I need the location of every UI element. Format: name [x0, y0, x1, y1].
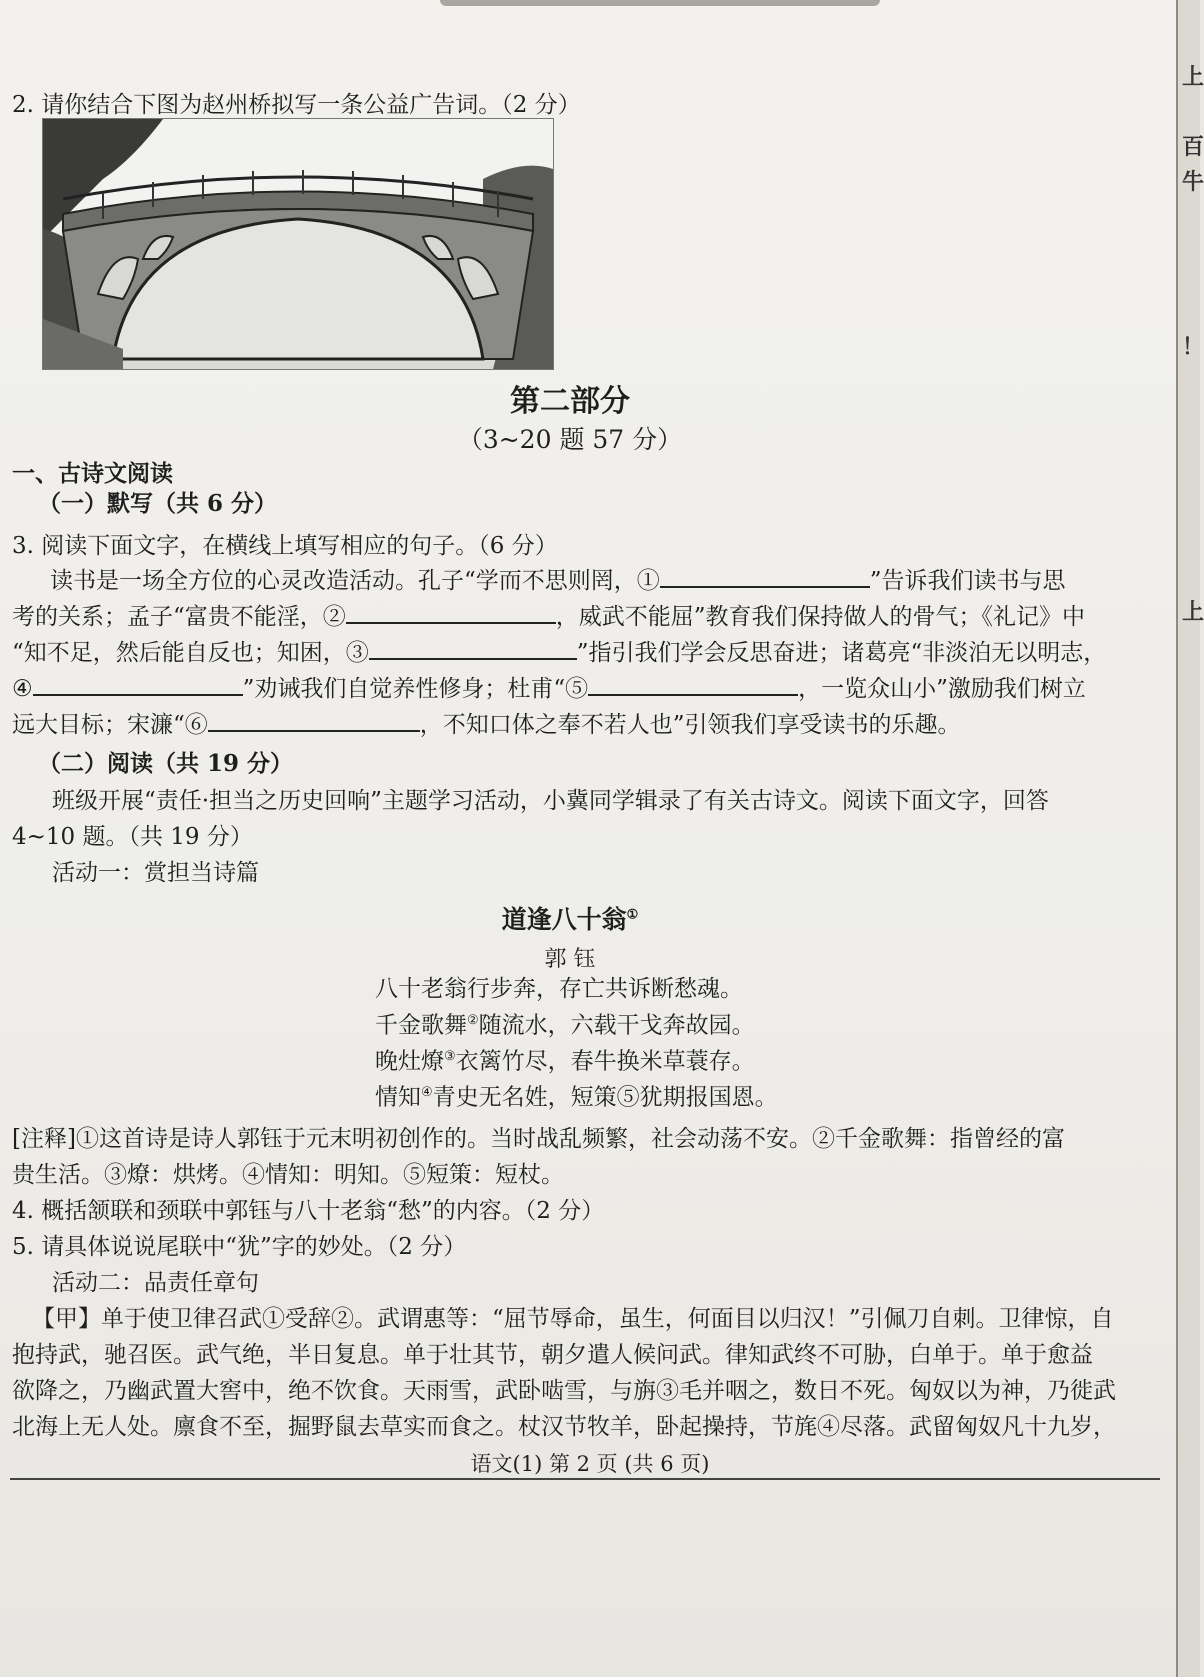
- poem-title-text: 道逢八十翁: [501, 905, 627, 934]
- poem-line-4-note: ④: [421, 1085, 433, 1100]
- zhaozhou-bridge-image: [42, 118, 554, 370]
- poem-notes-line-2: 贵生活。③燎：烘烤。④情知：明知。⑤短策：短杖。: [12, 1162, 564, 1188]
- poem-line-1: [375, 978, 743, 1001]
- question-2: 2. 请你结合下图为赵州桥拟写一条公益广告词。（2 分）: [12, 92, 581, 118]
- q3-line-4-end: ，一览众山小”激励我们树立: [798, 676, 1086, 702]
- passage-jia-line-1: 【甲】单于使卫律召武①受辞②。武谓惠等：“屈节辱命，虽生，何面目以归汉！”引佩刀自刺。卫律惊，自: [32, 1306, 1114, 1332]
- poem-line-3-note: ③: [444, 1049, 456, 1064]
- q3-line-3-end: ”指引我们学会反思奋进；诸葛亮“非淡泊无以明志，: [576, 640, 1107, 666]
- answer-blank-5[interactable]: [588, 676, 798, 696]
- answer-blank-1[interactable]: [660, 568, 870, 588]
- passage-jia-line-4: 北海上无人处。廪食不至，掘野鼠去草实而食之。杖汉节牧羊，卧起操持，节旄④尽落。武留匈奴凡十九岁，: [12, 1414, 1116, 1440]
- edge-char-5: 上: [1182, 599, 1204, 625]
- section-title-classical: 一、古诗文阅读: [12, 460, 173, 487]
- page-top-shadow: [440, 0, 880, 6]
- poem-line-4-b: 青史无名姓，短策⑤犹期报国恩。: [432, 1084, 778, 1111]
- poem-line-2: [375, 1014, 755, 1038]
- page-footer: 语文(1) 第 2 页 (共 6 页): [470, 1452, 710, 1476]
- q3-line-5: [12, 712, 961, 737]
- answer-blank-3[interactable]: [369, 640, 577, 660]
- q3-line-2-text: 考的关系；孟子“富贵不能淫，②: [12, 604, 346, 630]
- part-range: （3~20 题 57 分）: [457, 425, 683, 454]
- edge-char-3: 牛: [1182, 169, 1204, 195]
- q3-line-4-num: ④: [12, 676, 33, 702]
- poem-line-4-a: 情知: [375, 1084, 421, 1111]
- answer-blank-4[interactable]: [33, 676, 243, 696]
- edge-char-2: 百: [1182, 134, 1204, 160]
- subsection-dictation: （一）默写（共 6 分）: [38, 490, 278, 517]
- poem-title-note: ①: [626, 907, 639, 923]
- poem-notes-line-1: [注释]①这首诗是诗人郭钰于元末明初创作的。当时战乱频繁，社会动荡不安。②千金歌舞：指曾经的富: [12, 1126, 1065, 1152]
- poem-line-3-a: 晚灶燎: [375, 1048, 444, 1075]
- edge-char-1: 上: [1182, 64, 1204, 90]
- poem-title: [400, 900, 740, 936]
- q3-line-4: [12, 676, 1086, 701]
- q3-line-3-text: “知不足，然后能自反也；知困，③: [12, 640, 369, 666]
- edge-char-4: ！: [1182, 334, 1204, 360]
- activity-2-title: 活动二：品责任章句: [52, 1270, 259, 1296]
- question-3-stem: 3. 阅读下面文字，在横线上填写相应的句子。（6 分）: [12, 533, 558, 559]
- q3-line-5-text: 远大目标；宋濂“⑥: [12, 712, 208, 738]
- q3-line-4-text: ”劝诫我们自觉养性修身；杜甫“⑤: [242, 676, 589, 702]
- poem-line-3: [375, 1050, 755, 1074]
- question-5: 5. 请具体说说尾联中“犹”字的妙处。（2 分）: [12, 1234, 467, 1260]
- q3-line-5-end: ，不知口体之奉不若人也”引领我们享受读书的乐趣。: [419, 712, 961, 738]
- poem-line-3-b: 衣篱竹尽，春牛换米草蓑存。: [455, 1048, 755, 1075]
- passage-jia-line-3: 欲降之，乃幽武置大窖中，绝不饮食。天雨雪，武卧啮雪，与旃③毛并咽之，数日不死。匈奴以为神，乃徙武: [12, 1378, 1116, 1404]
- q3-line-3: [12, 640, 1106, 665]
- poem-line-2-a: 千金歌舞: [375, 1012, 467, 1039]
- q3-line-1: [50, 568, 1066, 593]
- q3-line-1-text: 读书是一场全方位的心灵改造活动。孔子“学而不思则罔，①: [50, 568, 660, 594]
- activity-1-title: 活动一：赏担当诗篇: [52, 860, 259, 886]
- intro-line-1: 班级开展“责任·担当之历史回响”主题学习活动，小冀同学辑录了有关古诗文。阅读下面文字，回答: [52, 788, 1049, 814]
- question-4: 4. 概括颔联和颈联中郭钰与八十老翁“愁”的内容。（2 分）: [12, 1198, 605, 1224]
- page-bottom-rule: [10, 1478, 1160, 1480]
- poem-line-1-text: 八十老翁行步奔，存亡共诉断愁魂。: [375, 976, 743, 1002]
- poem-line-4: [375, 1086, 778, 1110]
- answer-blank-6[interactable]: [208, 712, 420, 732]
- poem-author: 郭 钰: [544, 947, 596, 972]
- passage-jia-line-2: 抱持武，驰召医。武气绝，半日复息。单于壮其节，朝夕遣人候问武。律知武终不可胁，白单于。单于愈益: [12, 1342, 1093, 1368]
- answer-blank-2[interactable]: [346, 604, 556, 624]
- intro-line-2: 4~10 题。（共 19 分）: [12, 824, 253, 850]
- adjacent-page-edge: [1176, 0, 1204, 1677]
- poem-line-2-note: ②: [467, 1013, 479, 1028]
- q3-line-2-end: ，威武不能屈”教育我们保持做人的骨气；《礼记》中: [555, 604, 1086, 630]
- q3-line-1-end: ”告诉我们读书与思: [869, 568, 1066, 594]
- poem-line-2-b: 随流水，六载干戈奔故园。: [478, 1012, 755, 1039]
- q3-line-2: [12, 604, 1085, 629]
- part-title: 第二部分: [510, 384, 630, 419]
- subsection-reading: （二）阅读（共 19 分）: [38, 750, 294, 777]
